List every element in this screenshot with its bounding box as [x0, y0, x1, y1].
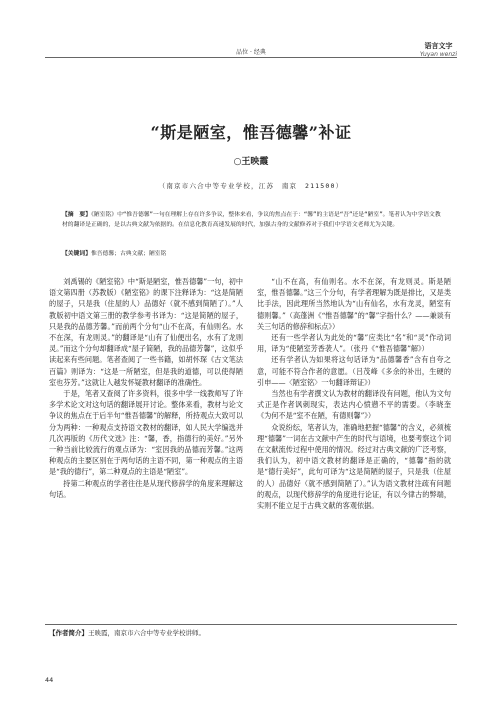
body-paragraph: 于是，笔者又查阅了许多资料，很多中学一线教师写了许多学术论文对这句话的翻译展开讨论。整体来看，教材与论文争议的焦点在于后半句“惟吾德馨”的解释，所持观点大致可以分为两种：一种观点支持语文教材的翻译，如人民大学编选并几次再版的《历代文选》注：“馨，香，指德行的美好。”另外一种当前比较流行的观点译为：“室因我的品德而芳馨。”这两种观点的主要区别在于两句话的主语不同，第一种观点的主语是“我的德行”，第二种观点的主语是“陋室”。: [49, 389, 243, 477]
bio-rule: [45, 624, 457, 625]
page-number: 44: [45, 676, 54, 684]
bio-text: 王映霞，南京市六合中等专业学校讲师。: [88, 629, 205, 637]
author-affiliation: （南京市六合中等专业学校，江苏 南京 211500）: [158, 182, 344, 190]
article-author: ○王映霞: [233, 157, 269, 167]
body-paragraph: 刘禹锡的《陋室铭》中“斯是陋室，惟吾德馨”一句，初中语文第四册（苏教版）《陋室铭》的课下注释译为：“这是简陋的屋子，只是我（住屋的人）品德好（就不感到简陋了）。”人教版初中语文第三册的教学参考书译为：“这是简陋的屋子，只是我的品德芳馨。”而前两个分句“山不在高，有仙则名。水不在深，有龙则灵。”的翻译是“山有了仙便出名，水有了龙则灵。”而这个分句却翻译成“屋子简陋，我的品德芳馨”，这似乎读起来有些问题。笔者查阅了一些书籍，如胡怀琛《古文笔法百篇》则译为：“这是一所陋室，但是我的道德，可以使得陋室也芬芳。”这就让人越发怀疑教材翻译的准确性。: [49, 277, 243, 387]
body-paragraph: “山不在高，有仙则名。水不在深，有龙则灵。斯是陋室，惟吾德馨。”这三个分句，有学者理解为既是排比，又是类比手法，因此理所当然地认为“山有仙名，水有龙灵，陋室有德则馨。”（高蓬洲《“惟吾德馨”的“馨”字指什么？——兼谈有关三句话的修辞和标点》）: [257, 277, 451, 331]
journal-name-en: Yuyan wenzi: [419, 51, 457, 58]
abstract-label: 【摘 要】: [62, 212, 91, 218]
body-column-right: [257, 276, 451, 511]
body-paragraph: 当然也有学者撰文认为教材的翻译没有问题，他认为文句式正是作者讽刺现实，表达内心愤懑不平的需要。（李晓奎《为何不是“室不在陋，有德则馨”》）: [257, 389, 451, 421]
journal-name-cn: 语言文字: [424, 41, 453, 50]
author-bio: [49, 628, 459, 637]
running-header-section: 品位 · 经典: [236, 49, 266, 56]
body-paragraph: 还有一些学者认为此处的“馨”应类比“名”和“灵”作动词用，译为“使陋室芳香袭人”。（张丹《“惟吾德馨”解》）: [257, 333, 451, 354]
body-paragraph: 持第二种观点的学者往往是从现代修辞学的角度来理解这句话。: [49, 478, 243, 499]
keywords-label: 【关键词】: [62, 251, 91, 257]
keywords-text: 惟吾德馨；古典文献；陋室铭: [91, 251, 167, 257]
abstract-text: 《陋室铭》中“惟吾德馨”一句在理解上存在许多争议，整体来看，争议的焦点在于：“馨”的主语是“吾”还是“陋室”。笔者认为中学语文教材的翻译是正确的，是以古典文献为依据的。在信息化教育高速发展的时代，加强古身的文献修养对于我们中学语文老师尤为关键。: [62, 212, 441, 229]
journal-masthead: [420, 41, 457, 58]
bio-label: 【作者简介】: [49, 629, 88, 637]
keywords-block: [62, 248, 442, 257]
article-title: “斯是陋室，惟吾德馨”补证: [150, 123, 352, 142]
header-rule: [45, 57, 457, 58]
abstract-block: [62, 210, 442, 230]
body-paragraph: 众说纷纭，笔者认为，准确地把握“德馨”的含义，必须梳理“德馨”一词在古文献中产生的时代与语境，也要考察这个词在文献流传过程中使用的情况。经过对古典文献的广泛考察，我们认为，初中语文教材的翻译是正确的，“德馨”指的就是“德行美好”，此句可译为“这是简陋的屋子，只是我（住屋的人）品德好（就不感到简陋了）。”认为语文教材注疏有问题的观点，以现代修辞学的角度进行论证，有以今律古的弊端，实则不能立足于古典文献的客观依据。: [257, 422, 451, 511]
body-column-left: [49, 276, 243, 500]
body-paragraph: 还有学者认为如果将这句话译为“品德馨香”含有自夸之意，可能不符合作者的意愿。（吕茂峰《多余的补出，生硬的引申——〈陋室铭〉一句翻译辩证》）: [257, 355, 451, 387]
